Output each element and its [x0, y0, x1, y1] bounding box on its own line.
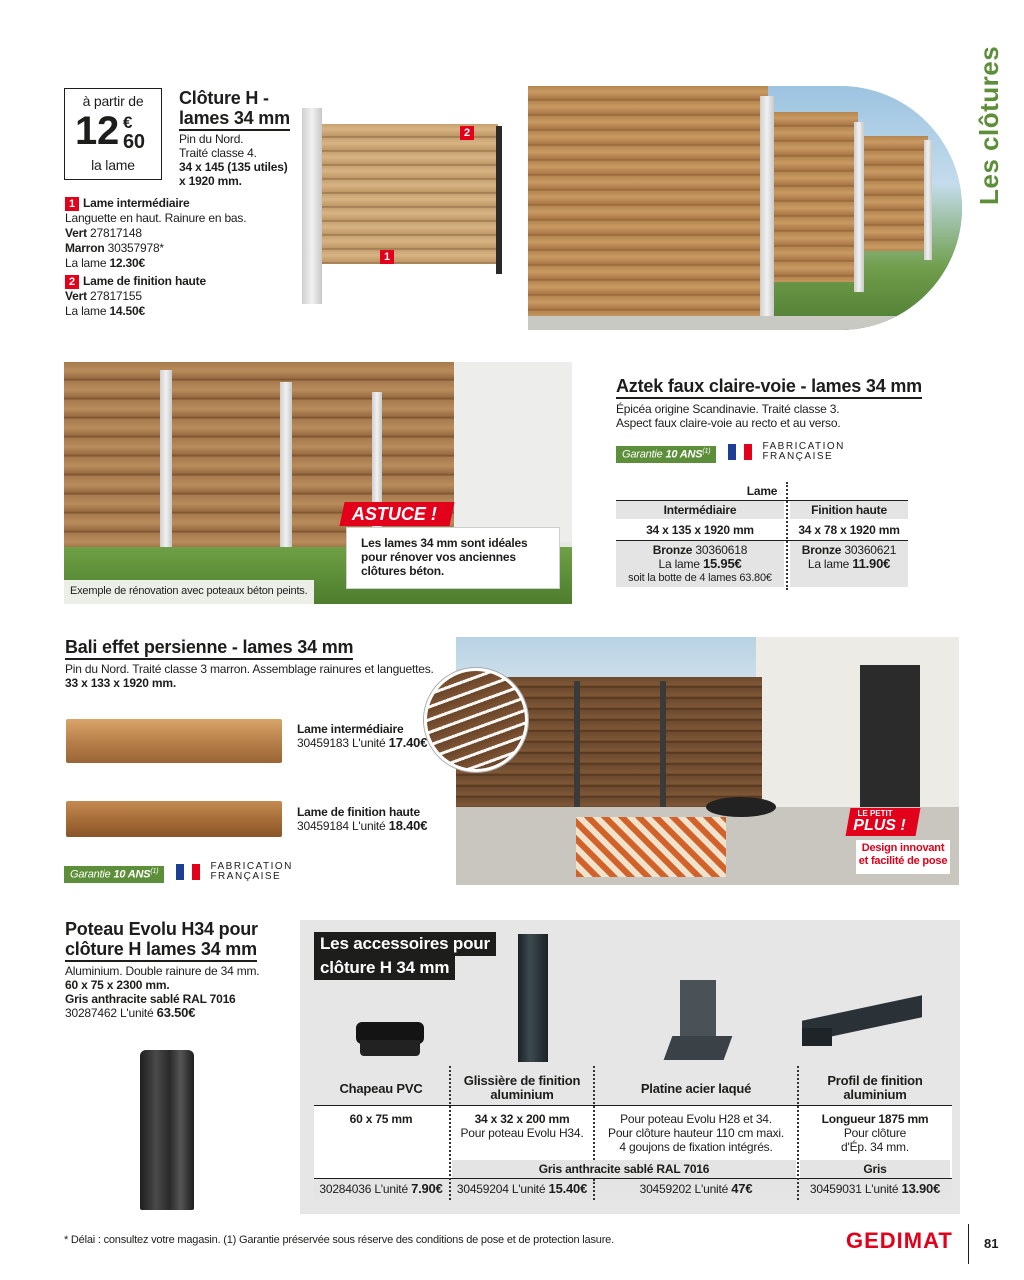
poteau-title: Poteau Evolu H34 pour clôture H lames 34 mm [65, 919, 258, 962]
poteau-product-image [120, 1050, 210, 1210]
glissiere-image [518, 934, 548, 1062]
petit-plus-text: Design innovant et facilité de pose [856, 840, 950, 874]
platine-image [668, 980, 728, 1062]
aztek-table: Lame Intermédiaire Finition haute 34 x 135 x 1920 mm 34 x 78 x 1920 mm Bronze 30360618 La lame 15.95€ soit la botte de 4 lames 63.80€ Bronze 30360621 La lame 11.90€ [616, 482, 908, 592]
french-flag-icon [176, 864, 200, 880]
price-integer: 12 [75, 109, 120, 153]
petit-plus-badge: LE PETIT PLUS ! [846, 808, 921, 836]
footer-separator [968, 1224, 969, 1264]
fabrication-francaise: FABRICATION FRANÇAISE [176, 862, 293, 882]
aztek-title: Aztek faux claire-voie - lames 34 mm [616, 376, 922, 399]
renovation-caption: Exemple de rénovation avec poteaux béton peints. [70, 585, 308, 597]
bali-item-2: Lame de finition haute 30459184 L'unité 18.40€ [297, 805, 428, 833]
bali-lame-intermediaire-image [66, 719, 282, 763]
cloture-h-desc: Pin du Nord. Traité classe 4. 34 x 145 (135 utiles) x 1920 mm. [179, 132, 288, 188]
brand-logo: GEDIMAT [846, 1228, 953, 1253]
accessoires-title: Les accessoires pour clôture H 34 mm [314, 932, 496, 980]
bali-desc: Pin du Nord. Traité classe 3 marron. Assemblage rainures et languettes. 33 x 133 x 1920 mm. [65, 662, 434, 690]
item-number-badge: 2 [65, 275, 79, 289]
bali-lame-finition-image [66, 801, 282, 837]
marker-2: 2 [460, 126, 474, 140]
chapeau-pvc-image [356, 1022, 424, 1062]
item-number-badge: 1 [65, 197, 79, 211]
profil-finition-image [802, 988, 922, 1048]
bali-item-1: Lame intermédiaire 30459183 L'unité 17.40€ [297, 722, 428, 750]
cloture-h-title: Clôture H - lames 34 mm [179, 88, 290, 131]
bali-detail-zoom [424, 668, 528, 772]
garantie-badge: Garantie 10 ANS$^{(1)}$ [616, 446, 716, 463]
garantie-badge: Garantie 10 ANS$^{(1)}$ [64, 866, 164, 883]
footer-note: * Délai : consultez votre magasin. (1) Garantie préservée sous réserve des conditions de pose et de protection lasure. [64, 1234, 614, 1246]
cloture-h-product-image [300, 108, 516, 308]
cloture-h-items: 1 Lame intermédiaire Languette en haut. Rainure en bas. Vert 27817148 Marron 30357978* La lame 12.30€ 2 Lame de finition haute Vert 27817155 La lame 14.50€ [65, 196, 247, 318]
section-side-title: Les clôtures [974, 45, 1004, 205]
french-flag-icon [728, 444, 752, 460]
page-number: 81 [984, 1236, 999, 1251]
accessoires-table: Chapeau PVC Glissière de finition aluminium Platine acier laqué Profil de finition aluminium 60 x 75 mm 34 x 32 x 200 mm Pour poteau Evolu H34. Pour poteau Evolu H28 et 34. Pour clôture hauteur 110 cm maxi. 4 goujons de fixation intégrés. Longueur 1875 mm Pour clôture d'Ép. 34 mm. Gris anthracite sablé RAL 7016 Gris 30284036 L'unité 7.90€ 30459204 L'unité 15.40€ 30459202 L'unité 47€ 30459031 L'unité 13.90€ [314, 1066, 952, 1200]
price-box: à partir de 12 € 60 la lame [64, 88, 162, 180]
bali-title: Bali effet persienne - lames 34 mm [65, 637, 353, 660]
poteau-desc: Aluminium. Double rainure de 34 mm. 60 x 75 x 2300 mm. Gris anthracite sablé RAL 7016 30287462 L'unité 63.50€ [65, 964, 260, 1020]
astuce-badge: ASTUCE ! [339, 502, 454, 526]
aztek-desc: Épicéa origine Scandinavie. Traité classe 3. Aspect faux claire-voie au recto et au verso. [616, 402, 841, 430]
marker-1: 1 [380, 250, 394, 264]
fabrication-francaise: FABRICATION FRANÇAISE [728, 442, 845, 462]
astuce-box: Les lames 34 mm sont idéales pour rénover vos anciennes clôtures béton. [346, 527, 560, 589]
cloture-h-photo [528, 86, 962, 330]
